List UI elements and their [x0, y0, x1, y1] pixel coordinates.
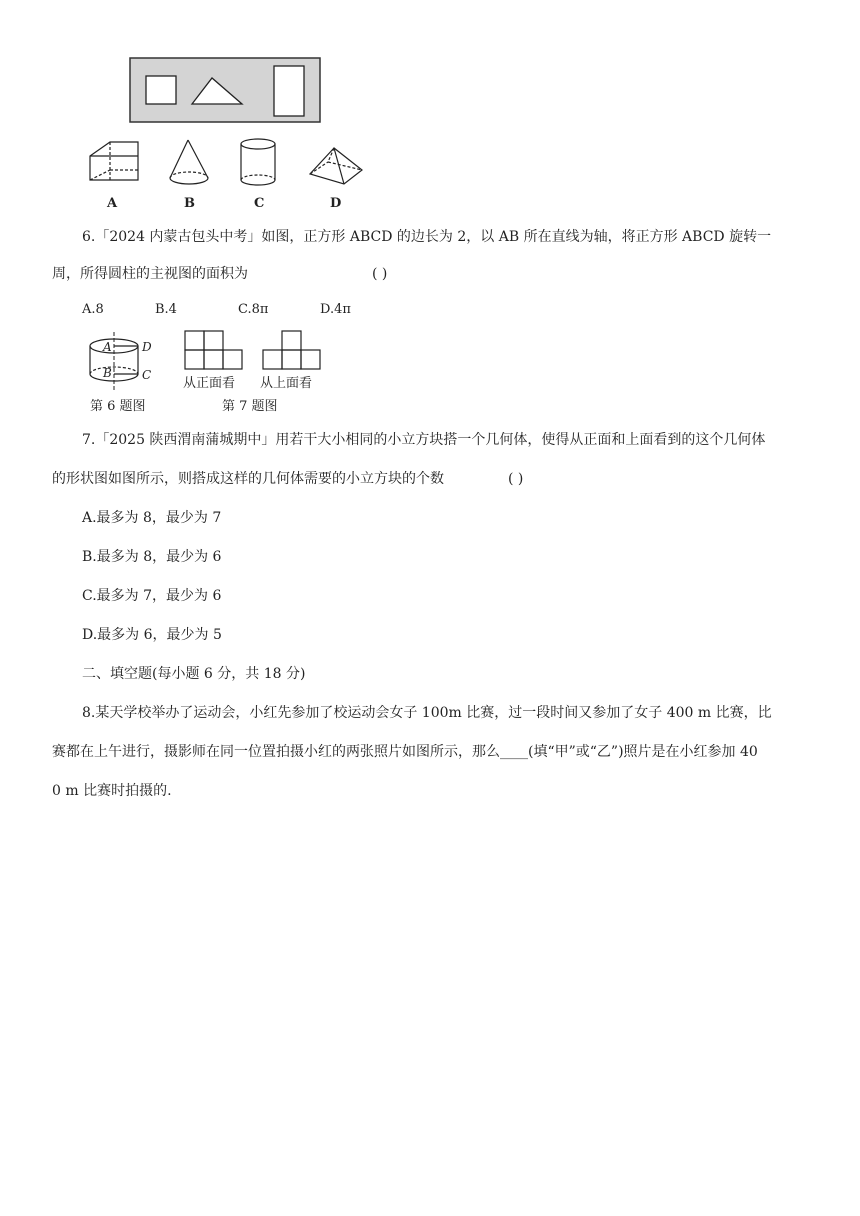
solids-options — [82, 136, 372, 216]
q6-label-b: B — [103, 366, 112, 380]
q7-choice-b[interactable]: B.最多为 8，最少为 6 — [82, 549, 222, 565]
q7-choice-c[interactable]: C.最多为 7，最少为 6 — [82, 588, 222, 604]
option-label-c: C — [254, 196, 265, 211]
q6-choice-a[interactable]: A.8 — [82, 302, 104, 317]
pyramid-figure — [310, 148, 362, 184]
q6-figure-caption: 第 6 题图 — [90, 399, 146, 414]
q7-front-view — [184, 330, 246, 372]
option-label-b: B — [184, 196, 195, 211]
option-label-a: A — [107, 196, 118, 211]
q7-stem-line2: 的形状图如图所示，则搭成这样的几何体需要的小立方块的个数 — [52, 471, 444, 487]
q8-line2: 赛都在上午进行，摄影师在同一位置拍摄小红的两张照片如图所示，那么____(填“甲”或“乙”)照片是在小红参加 40 — [52, 744, 758, 760]
q6-choice-d[interactable]: D.4π — [320, 302, 351, 317]
q6-label-a: A — [103, 340, 112, 354]
q6-stem-line1: 6.「2024 内蒙古包头中考」如图，正方形 ABCD 的边长为 2，以 AB 所在直线为轴，将正方形 ABCD 旋转一 — [82, 229, 772, 245]
q7-choice-d[interactable]: D.最多为 6，最少为 5 — [82, 627, 222, 643]
option-label-d: D — [330, 196, 342, 211]
q6-stem-line2: 周，所得圆柱的主视图的面积为 — [52, 266, 248, 282]
q7-figure-caption: 第 7 题图 — [222, 399, 278, 414]
q6-choice-b[interactable]: B.4 — [155, 302, 177, 317]
prism-figure — [90, 142, 138, 180]
section-title-fill-in: 二、填空题(每小题 6 分，共 18 分) — [82, 666, 306, 682]
q7-front-view-label: 从正面看 — [183, 376, 236, 391]
q7-answer-bracket[interactable]: ( ) — [508, 471, 524, 487]
q6-label-c: C — [142, 368, 152, 382]
q6-label-d: D — [142, 340, 152, 354]
three-view-panel — [128, 56, 324, 126]
q6-answer-bracket[interactable]: ( ) — [372, 266, 388, 282]
q8-line1: 8.某天学校举办了运动会，小红先参加了校运动会女子 100m 比赛，过一段时间又参加了女子 400 m 比赛，比 — [82, 705, 772, 721]
q7-top-view-label: 从上面看 — [260, 376, 313, 391]
q7-choice-a[interactable]: A.最多为 8，最少为 7 — [82, 510, 222, 526]
q7-stem-line1: 7.「2025 陕西渭南蒲城期中」用若干大小相同的小立方块搭一个几何体，使得从正面和上面看到的这个几何体 — [82, 432, 766, 448]
cone-figure — [170, 140, 208, 184]
q6-choice-c[interactable]: C.8π — [238, 302, 269, 317]
cylinder-figure — [241, 139, 275, 185]
q7-top-view — [262, 330, 324, 372]
q8-line3: 0 m 比赛时拍摄的. — [52, 783, 172, 799]
